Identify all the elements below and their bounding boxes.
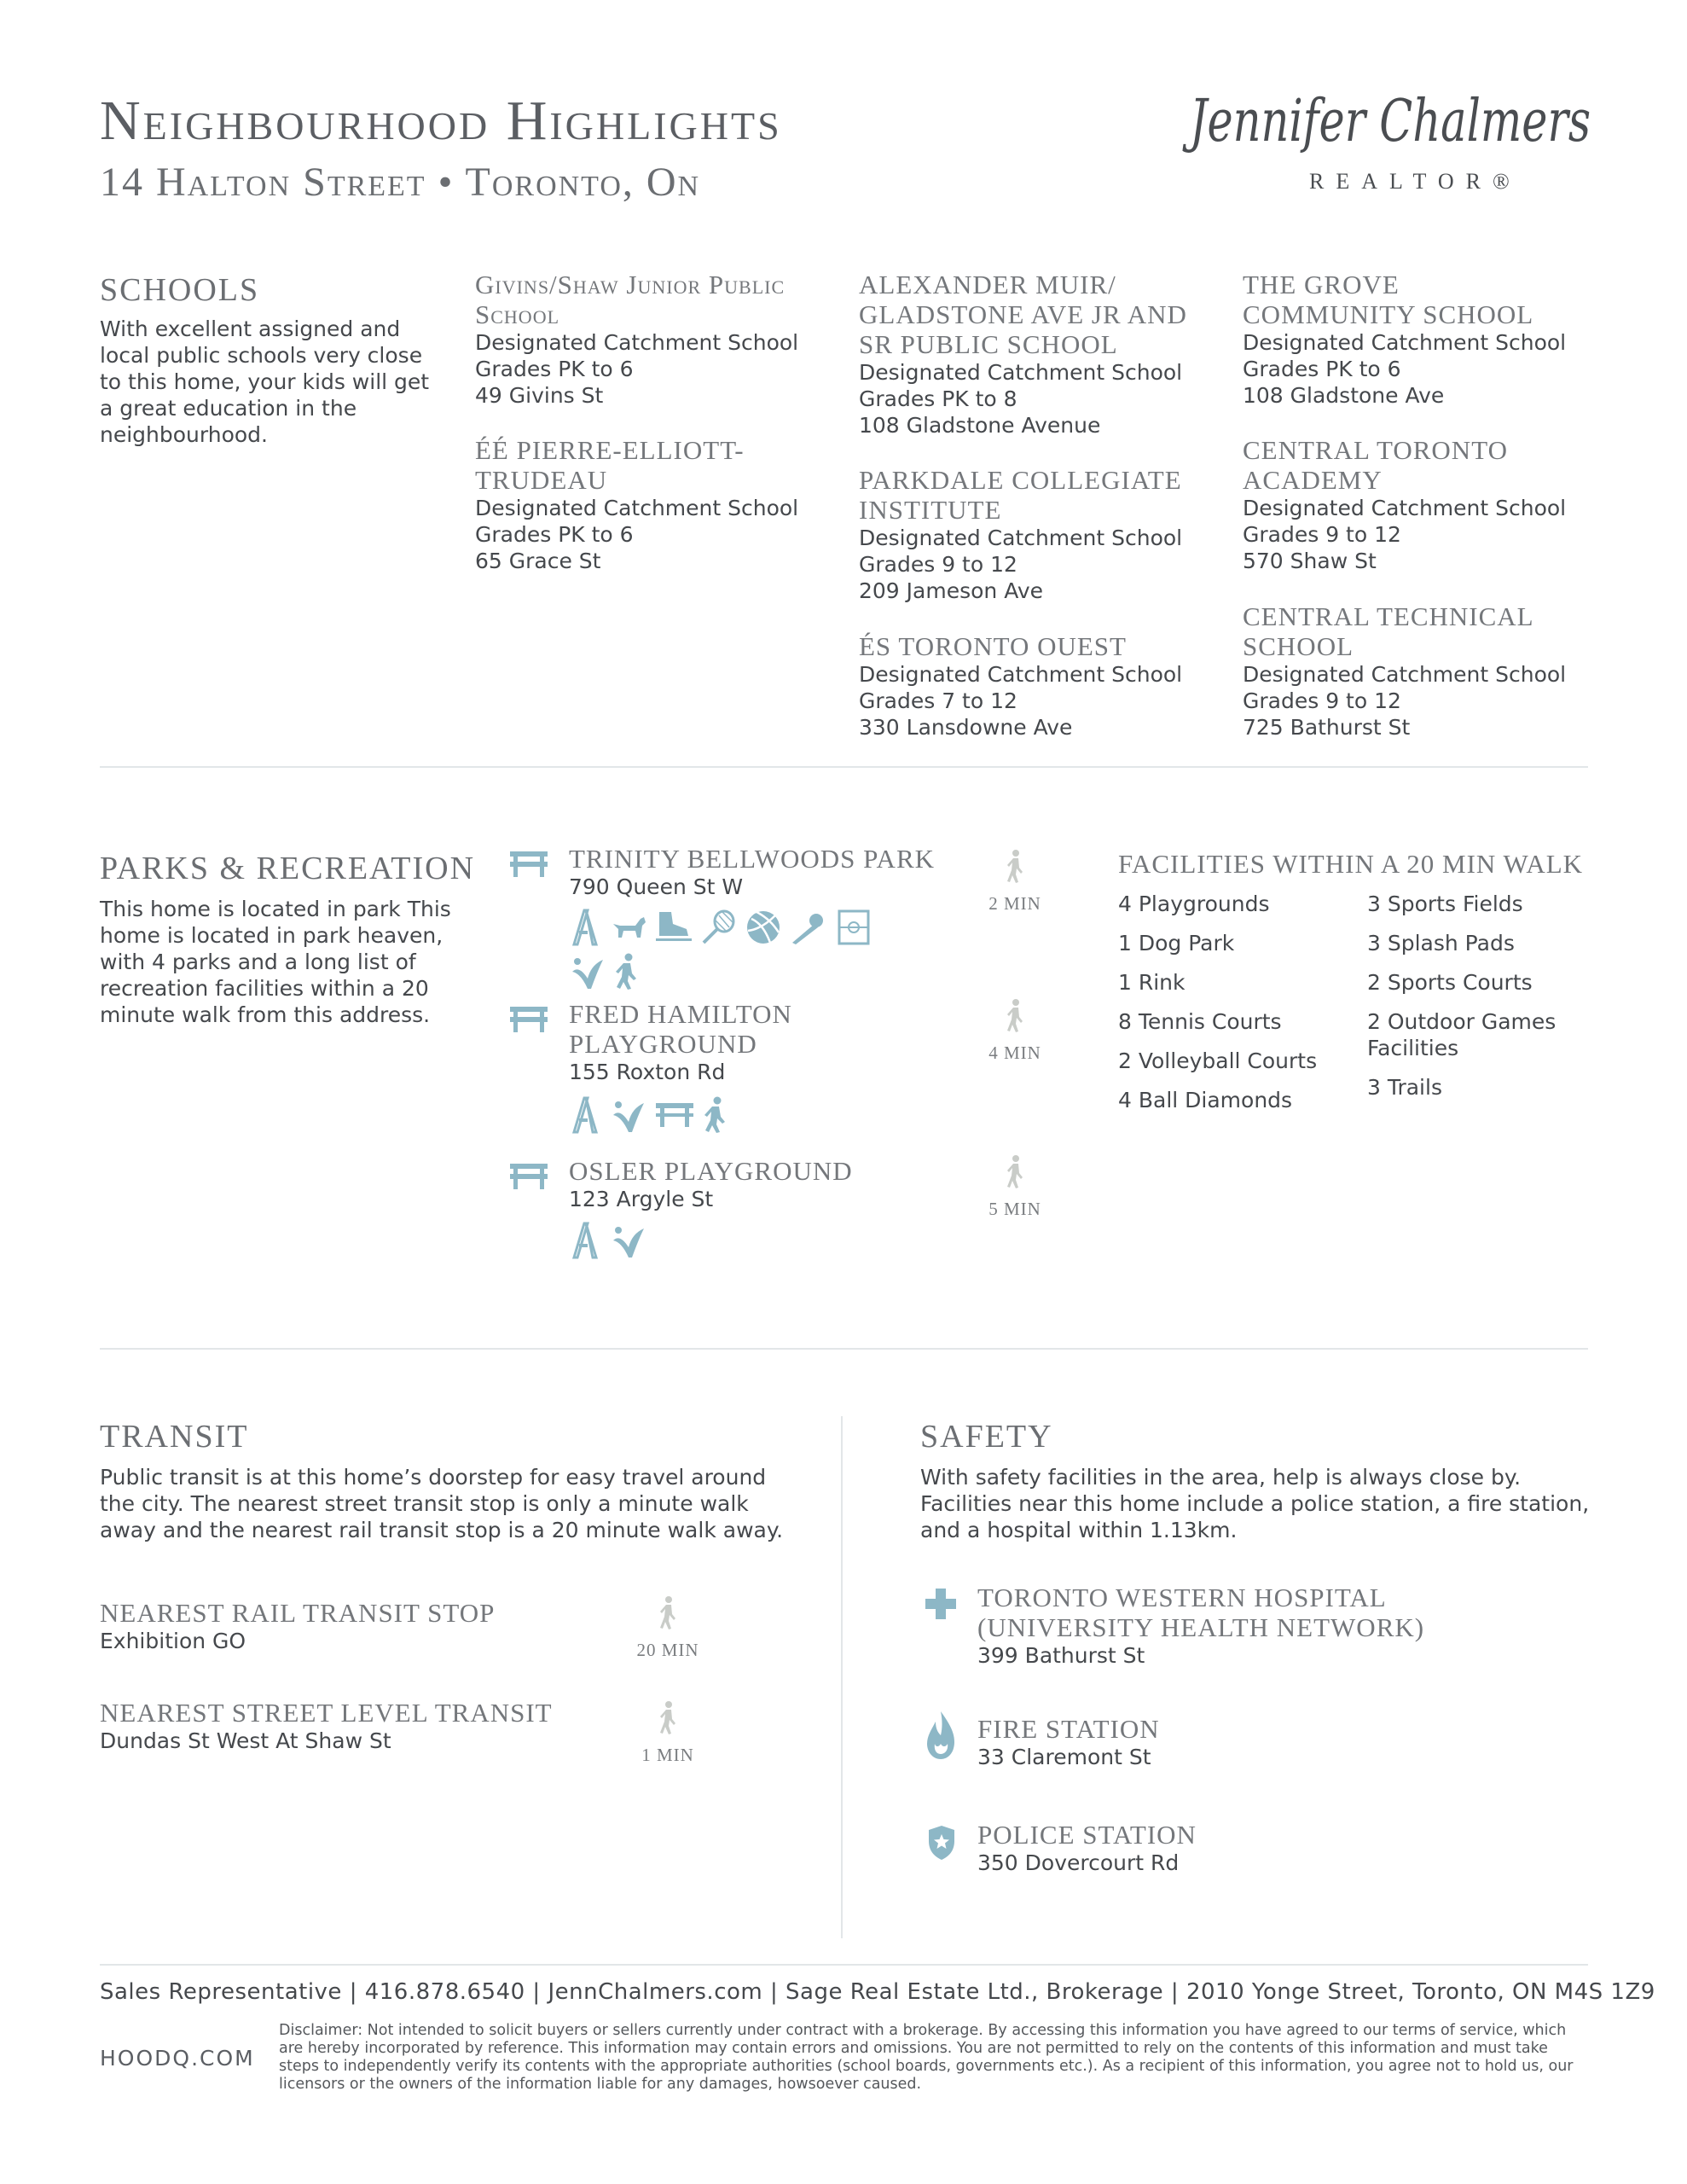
walk-time-label: 5 MIN [988,1199,1041,1219]
school-entry [1243,435,1601,574]
playground-icon [569,1222,603,1259]
school-address: 108 Gladstone Avenue [859,413,1101,438]
park-name: OSLER PLAYGROUND [569,1156,853,1186]
section-divider [100,1348,1588,1350]
walking-person-icon [1005,998,1025,1032]
walk-time-label: 2 MIN [988,893,1041,914]
school-type: Designated Catchment School [1243,330,1567,355]
parks-heading: PARKS & RECREATION [100,851,476,886]
school-type: Designated Catchment School [859,360,1183,385]
walking-person-icon [1005,849,1025,883]
bench-icon [508,850,549,879]
school-entry [859,465,1217,604]
footer-disclaimer: Disclaimer: Not intended to solicit buyers or sellers currently under contract with a brokerage. By accessing this information you have agreed to our terms of service, which are hereby incorporated by reference. This information may contain errors and omissions. You are not permitted to rely on the contents of this information and must take steps to independently verify its contents with the appropriate authorities (school boards, governments etc.). As a recipient of this information, you agree not to hold us, our licensors or the owners of the information liable for any damages, howsoever caused. [279,2022,1574,2093]
ball-diamond-icon [789,909,830,946]
flame-icon [925,1710,956,1761]
facility-item: 2 Volleyball Courts [1118,1048,1318,1073]
facility-item: 4 Playgrounds [1118,892,1270,916]
facility-item: 3 Sports Fields [1367,892,1523,916]
safety-facility-name: TORONTO WESTERN HOSPITAL (UNIVERSITY HEALTH NETWORK) [977,1583,1425,1642]
school-name: ÉS TORONTO OUEST [859,631,1127,661]
facility-item: 4 Ball Diamonds [1118,1088,1293,1112]
walk-time [964,1154,1066,1220]
transit-stop-name: Dundas St West At Shaw St [100,1728,391,1753]
school-grades: Grades 9 to 12 [859,552,1017,577]
safety-facility-address: 399 Bathurst St [977,1643,1145,1668]
school-name: PARKDALE COLLEGIATE INSTITUTE [859,465,1182,525]
park-amenities [569,1222,910,1259]
school-grades: Grades PK to 8 [859,386,1017,411]
school-type: Designated Catchment School [475,330,799,355]
school-type: Designated Catchment School [859,662,1183,687]
splash-pad-icon [569,953,606,990]
facilities-list-right [1367,891,1580,1101]
school-type: Designated Catchment School [1243,662,1567,687]
school-entry [475,435,833,574]
park-amenities [569,909,910,990]
walking-person-icon [658,1700,678,1734]
outdoor-games-icon [654,1096,695,1130]
school-grades: Grades 9 to 12 [1243,522,1401,547]
transit-stop-name: Exhibition GO [100,1629,246,1653]
school-entry [1243,601,1601,741]
facility-item: 2 Sports Courts [1367,970,1533,995]
safety-heading: SAFETY [920,1419,1053,1455]
walk-time-label: 1 MIN [641,1745,694,1765]
school-name: CENTRAL TECHNICAL SCHOOL [1243,601,1533,661]
walking-person-icon [1005,1154,1025,1188]
footer-divider [100,1964,1588,1966]
safety-facility [977,1583,1455,1669]
safety-facility-address: 350 Dovercourt Rd [977,1850,1180,1875]
parks-intro: This home is located in park This home is located in park heaven, with 4 parks and a long list of recreation facilities within a 20 minute walk from this address. [100,897,451,1027]
safety-facility [977,1714,1160,1770]
park-amenities [569,1096,910,1134]
splash-pad-icon [610,1096,647,1134]
transit-heading: TRANSIT [100,1419,249,1455]
column-divider [841,1416,843,1938]
school-address: 330 Lansdowne Ave [859,715,1073,740]
school-name: ÉÉ PIERRE-ELLIOTT-TRUDEAU [475,435,745,495]
park-name: TRINITY BELLWOODS PARK [569,844,936,874]
school-grades: Grades PK to 6 [1243,357,1401,381]
school-type: Designated Catchment School [859,526,1183,550]
section-divider [100,766,1588,768]
signature-logo-icon [1181,73,1599,209]
school-type: Designated Catchment School [475,496,799,520]
park-name: FRED HAMILTON PLAYGROUND [569,999,792,1059]
sports-field-icon [837,909,871,946]
park-address: 155 Roxton Rd [569,1060,726,1084]
park-address: 123 Argyle St [569,1187,714,1211]
rink-icon [654,909,693,943]
dog-park-icon [610,909,647,943]
walking-person-icon [658,1595,678,1629]
walk-time-label: 20 MIN [636,1640,699,1660]
playground-icon [569,909,603,946]
school-address: 570 Shaw St [1243,549,1377,573]
school-address: 49 Givins St [475,383,604,408]
volleyball-icon [745,909,782,946]
school-type: Designated Catchment School [1243,496,1567,520]
splash-pad-icon [610,1222,647,1259]
walk-time-label: 4 MIN [988,1043,1041,1063]
walk-time [617,1595,719,1661]
school-grades: Grades PK to 6 [475,522,634,547]
realtor-logo [1181,73,1599,209]
page-subtitle: 14 Halton Street • Toronto, On [100,160,701,205]
school-entry [859,270,1217,439]
hospital-cross-icon [924,1587,958,1621]
playground-icon [569,1096,603,1134]
school-name: Givins/Shaw Junior Public School [475,270,786,329]
school-address: 209 Jameson Ave [859,578,1044,603]
facility-item: 3 Trails [1367,1075,1442,1100]
school-name: ALEXANDER MUIR/ GLADSTONE AVE JR AND SR PUBLIC SCHOOL [859,270,1187,359]
transit-intro: Public transit is at this home’s doorstep for easy travel around the city. The nearest street transit stop is only a minute walk away and the nearest rail transit stop is a 20 minute walk away. [100,1465,784,1542]
walk-time [617,1700,719,1766]
park-entry [569,999,842,1085]
school-name: THE GROVE COMMUNITY SCHOOL [1243,270,1534,329]
safety-intro: With safety facilities in the area, help is always close by. Facilities near this home include a police station, a fire station, and a hospital within 1.13km. [920,1465,1590,1542]
tennis-icon [700,909,738,946]
facility-item: 1 Rink [1118,970,1186,995]
walk-time [964,998,1066,1064]
school-grades: Grades 7 to 12 [859,688,1017,713]
trail-icon [702,1096,728,1134]
footer-contact: Sales Representative | 416.878.6540 | JennChalmers.com | Sage Real Estate Ltd., Brokerage | 2010 Yonge Street, Toronto, ON M4S 1Z9 [100,1979,1655,2005]
trail-icon [613,953,639,990]
park-address: 790 Queen St W [569,874,744,899]
facility-item: 3 Splash Pads [1367,931,1515,956]
transit-stop [100,1598,495,1654]
facility-item: 8 Tennis Courts [1118,1009,1282,1034]
safety-facility [977,1820,1197,1876]
schools-heading: SCHOOLS [100,272,260,308]
bench-icon [508,1005,549,1034]
facilities-list-left [1118,891,1348,1113]
bench-icon [508,1162,549,1191]
facilities-heading: FACILITIES WITHIN A 20 MIN WALK [1118,849,1584,879]
safety-facility-address: 33 Claremont St [977,1745,1151,1769]
school-grades: Grades PK to 6 [475,357,634,381]
school-entry [475,270,833,409]
police-shield-icon [927,1824,956,1862]
safety-facility-name: FIRE STATION [977,1714,1160,1744]
svg-text:REALTOR®: REALTOR® [1309,169,1522,194]
school-entry [859,631,1217,741]
transit-stop-label: NEAREST STREET LEVEL TRANSIT [100,1698,553,1728]
transit-stop [100,1698,553,1754]
schools-intro: With excellent assigned and local public schools very close to this home, your kids will get a great education in the neighbourhood. [100,317,430,447]
page-title: Neighbourhood Highlights [100,90,782,152]
park-entry [569,844,935,900]
school-name: CENTRAL TORONTO ACADEMY [1243,435,1508,495]
school-address: 108 Gladstone Ave [1243,383,1445,408]
transit-stop-label: NEAREST RAIL TRANSIT STOP [100,1598,496,1628]
park-entry [569,1156,853,1212]
walk-time [964,849,1066,915]
safety-facility-name: POLICE STATION [977,1820,1197,1850]
footer-brand: HOODQ.COM [100,2046,255,2071]
facility-item: 2 Outdoor Games Facilities [1367,1009,1557,1060]
school-grades: Grades 9 to 12 [1243,688,1401,713]
svg-text:Jennifer Chalmers: Jennifer Chalmers [1181,88,1591,155]
facility-item: 1 Dog Park [1118,931,1235,956]
school-entry [1243,270,1601,409]
school-address: 725 Bathurst St [1243,715,1411,740]
school-address: 65 Grace St [475,549,601,573]
